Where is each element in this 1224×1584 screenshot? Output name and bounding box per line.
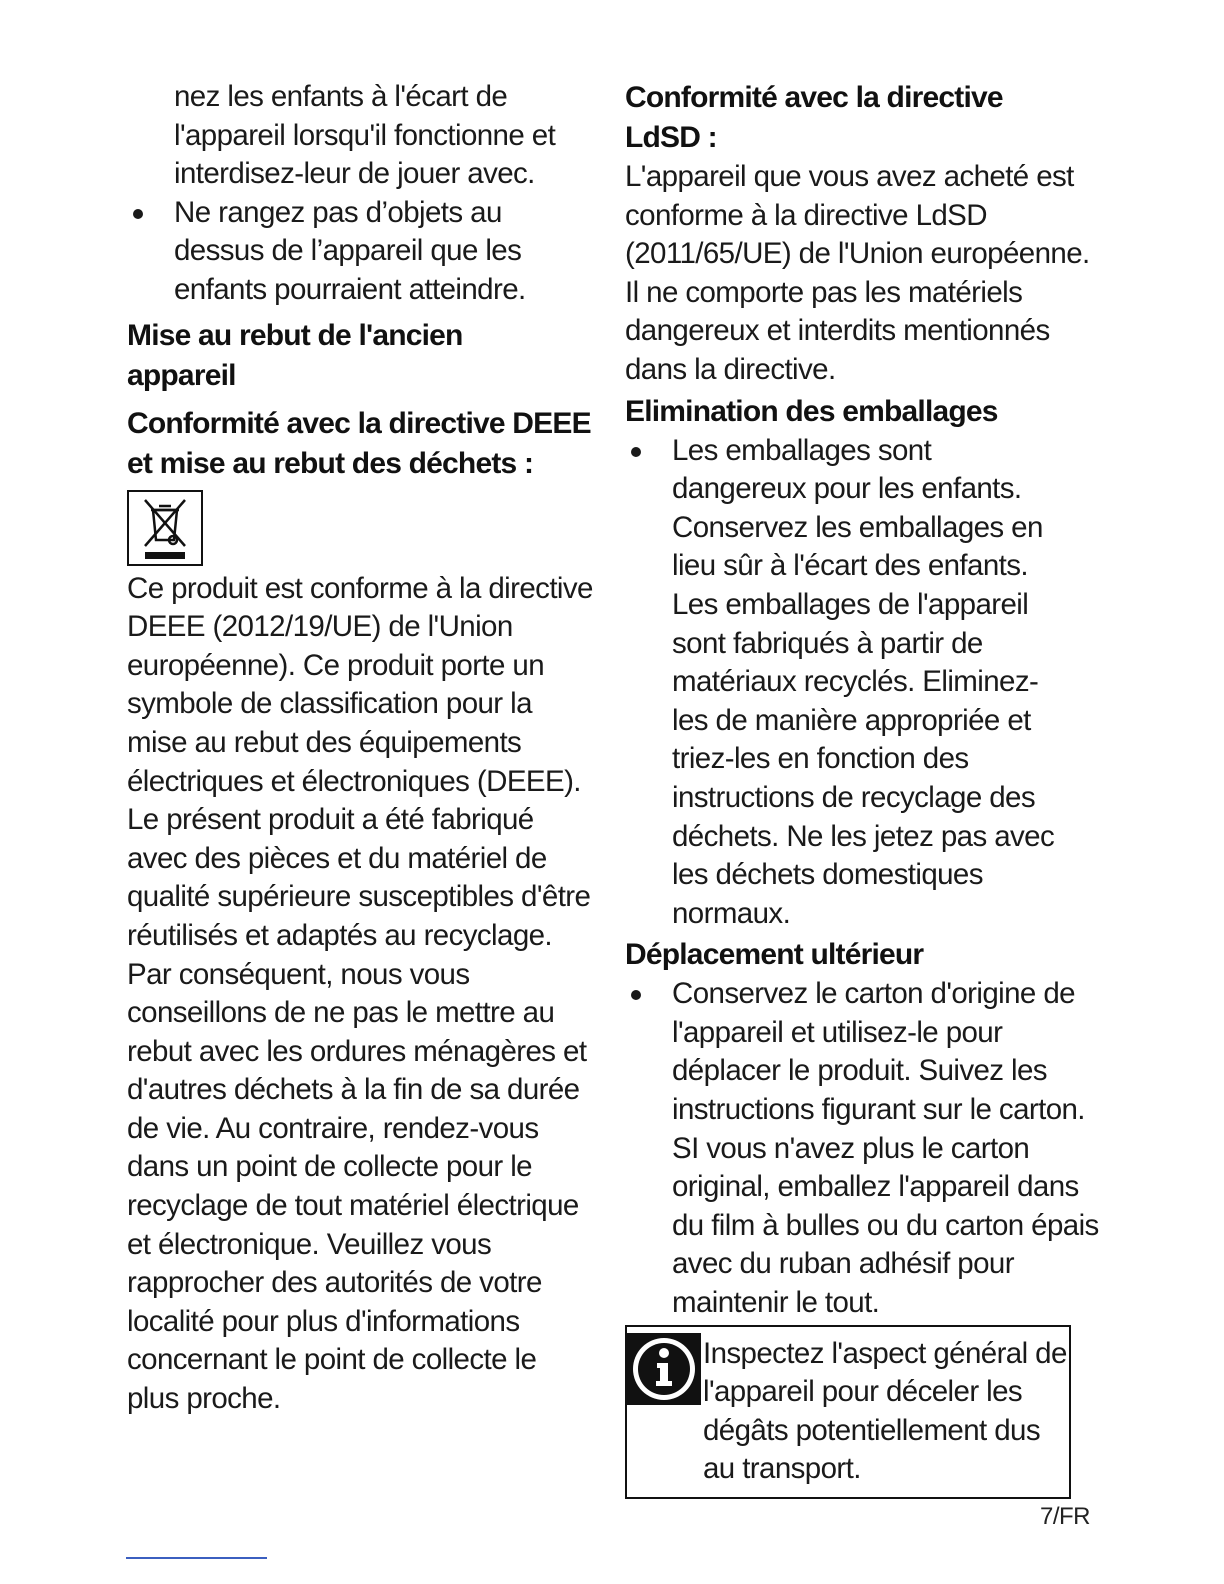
heading-ldsd-compliance: Conformité avec la directive LdSD :: [625, 81, 1003, 154]
info-note-text: Inspectez l'aspect général de l'appareil pour déceler les dégâts potentiellement dus au transport.: [703, 1336, 1067, 1486]
bullet-original-carton: Conservez le carton d'origine de l'appareil et utilisez-le pour déplacer le produit. Suivez les instructions figurant sur le carton. SI vous n'avez plus le carton original, emballez l'appareil dans du film à bulles ou du carton épais avec du ruban adhésif pour maintenir le tout.: [625, 975, 1100, 1322]
info-note-box: [625, 1325, 1071, 1499]
bullet-no-objects-above: Ne rangez pas d’objets au dessus de l’appareil que les enfants pourraient atteindre.: [127, 194, 594, 310]
bullet-packaging: Les emballages sont dangereux pour les enfants. Conservez les emballages en lieu sûr à l'écart des enfants. Les emballages de l'appareil sont fabriqués à partir de matériaux recyclés. Eliminez-les de manière appropriée et triez-les en fonction des instructions de recyclage des déchets. Ne les jetez pas avec les déchets domestiques normaux.: [625, 432, 1072, 934]
heading-disposal-old-appliance: Mise au rebut de l'ancien appareil: [127, 318, 463, 392]
weee-paragraph-1: Ce produit est conforme à la directive DEEE (2012/19/UE) de l'Union européenne). Ce produit porte un symbole de classification pour la mise au rebut des équipements électriques et électroniques (DEEE).: [127, 571, 593, 798]
crossed-out-wheelie-bin-icon: [127, 490, 203, 566]
info-icon: [627, 1333, 701, 1405]
ldsd-paragraph: L'appareil que vous avez acheté est conforme à la directive LdSD (2011/65/UE) de l'Union européenne. Il ne comporte pas les matériels dangereux et interdits mentionnés dans la directive.: [625, 160, 1090, 386]
page-number: 7/FR: [1040, 1503, 1091, 1530]
right-column: [625, 78, 1105, 1499]
left-column: [127, 78, 597, 1419]
heading-weee-compliance: Conformité avec la directive DEEE et mise au rebut des déchets :: [127, 406, 591, 480]
heading-future-transport: Déplacement ultérieur: [625, 938, 924, 972]
weee-paragraph-2: Le présent produit a été fabriqué avec des pièces et du matériel de qualité supérieure susceptibles d'être réutilisés et adaptés au recyclage. Par conséquent, nous vous conseillons de ne pas le mettre au rebut avec les ordures ménagères et d'autres déchets à la fin de sa durée de vie. Au contraire, rendez-vous dans un point de collecte pour le recyclage de tout matériel électrique et électronique. Veuillez vous rapprocher des autorités de votre localité pour plus d'informations concernant le point de collecte le plus proche.: [127, 803, 591, 1416]
footer-rule: [126, 1557, 267, 1559]
heading-packaging-disposal: Elimination des emballages: [625, 394, 998, 428]
continued-safety-text: nez les enfants à l'écart de l'appareil lorsqu'il fonctionne et interdisez-leur de jouer avec.: [174, 80, 556, 191]
